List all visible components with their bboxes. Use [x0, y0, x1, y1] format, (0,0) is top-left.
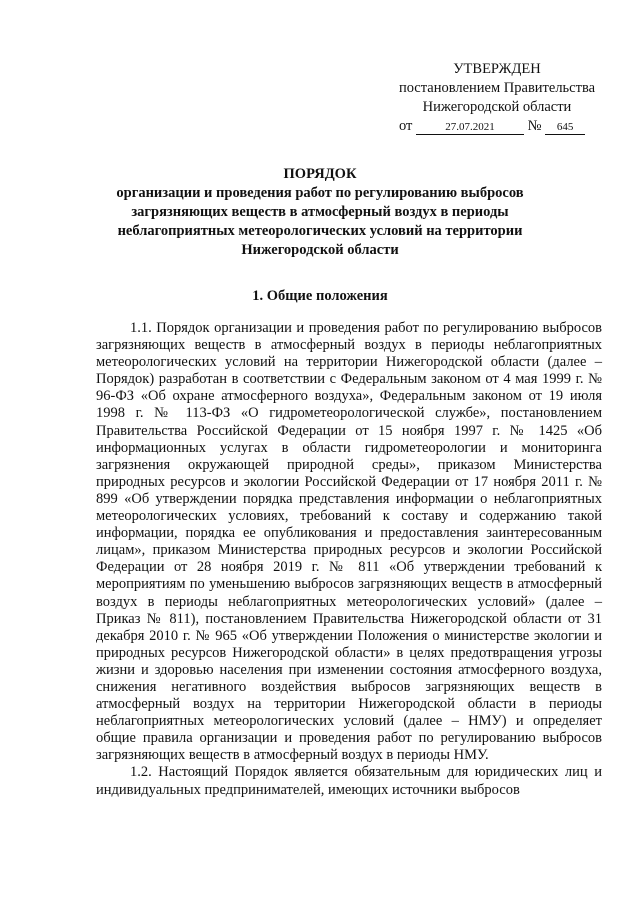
title-line-1: организации и проведения работ по регулированию выбросов	[116, 185, 524, 201]
approval-title: УТВЕРЖДЕН	[453, 61, 541, 77]
approval-stamp	[392, 60, 602, 117]
approval-region: Нижегородской области	[422, 99, 572, 115]
approval-date-line	[399, 117, 609, 136]
body-text	[96, 320, 602, 799]
document-title	[60, 165, 580, 260]
paragraph: 1.2. Настоящий Порядок является обязательным для юридических лиц и индивидуальных предпринимателей, имеющих источники выбросов	[96, 764, 602, 798]
title-heading: ПОРЯДОК	[283, 166, 357, 182]
date-prefix: от	[399, 118, 413, 134]
title-line-4: Нижегородской области	[241, 242, 399, 258]
section-heading: 1. Общие положения	[252, 288, 388, 304]
approval-issuer: постановлением Правительства	[398, 80, 596, 96]
approval-number: 645	[545, 120, 585, 135]
title-line-3: неблагоприятных метеорологических условий на территории	[117, 223, 523, 239]
number-sign: №	[527, 118, 542, 134]
approval-date: 27.07.2021	[416, 120, 524, 135]
paragraph: 1.1. Порядок организации и проведения работ по регулированию выбросов загрязняющих веществ в атмосферный воздух в периоды неблагоприятных метеорологических условий на территории Нижегородской области (далее – Порядок) разработан в соответствии с Федеральным законом от 4 мая 1999 г. № 96-ФЗ «Об охране атмосферного воздуха», Федеральным законом от 19 июля 1998 г. № 113-ФЗ «О гидрометеорологической службе», постановлением Правительства Российской Федерации от 15 ноября 1997 г. № 1425 «Об информационных услугах в области гидрометеорологии и мониторинга загрязнения окружающей природной среды», приказом Министерства природных ресурсов и экологии Российской Федерации от 17 ноября 2011 г. № 899 «Об утверждении порядка представления информации о неблагоприятных метеорологических условиях, требований к составу и содержанию такой информации, порядка ее опубликования и предоставления заинтересованным лицам», приказом Министерства природных ресурсов и экологии Российской Федерации от 28 ноября 2019 г. № 811 «Об утверждении требований к мероприятиям по уменьшению выбросов загрязняющих веществ в атмосферный воздух в периоды неблагоприятных метеорологических условий» (далее – Приказ № 811), постановлением Правительства Нижегородской области от 31 декабря 2010 г. № 965 «Об утверждении Положения о министерстве экологии и природных ресурсов Нижегородской области» в целях предотвращения угрозы жизни и здоровью населения при изменении состояния атмосферного воздуха, снижения негативного воздействия выбросов загрязняющих веществ в атмосферный воздух на территории Нижегородской области в периоды неблагоприятных метеорологических условий (далее – НМУ) и определяет общие правила организации и проведения работ по регулированию выбросов загрязняющих веществ в атмосферный воздух в периоды НМУ.	[96, 320, 602, 764]
title-line-2: загрязняющих веществ в атмосферный воздух в периоды	[131, 204, 509, 220]
